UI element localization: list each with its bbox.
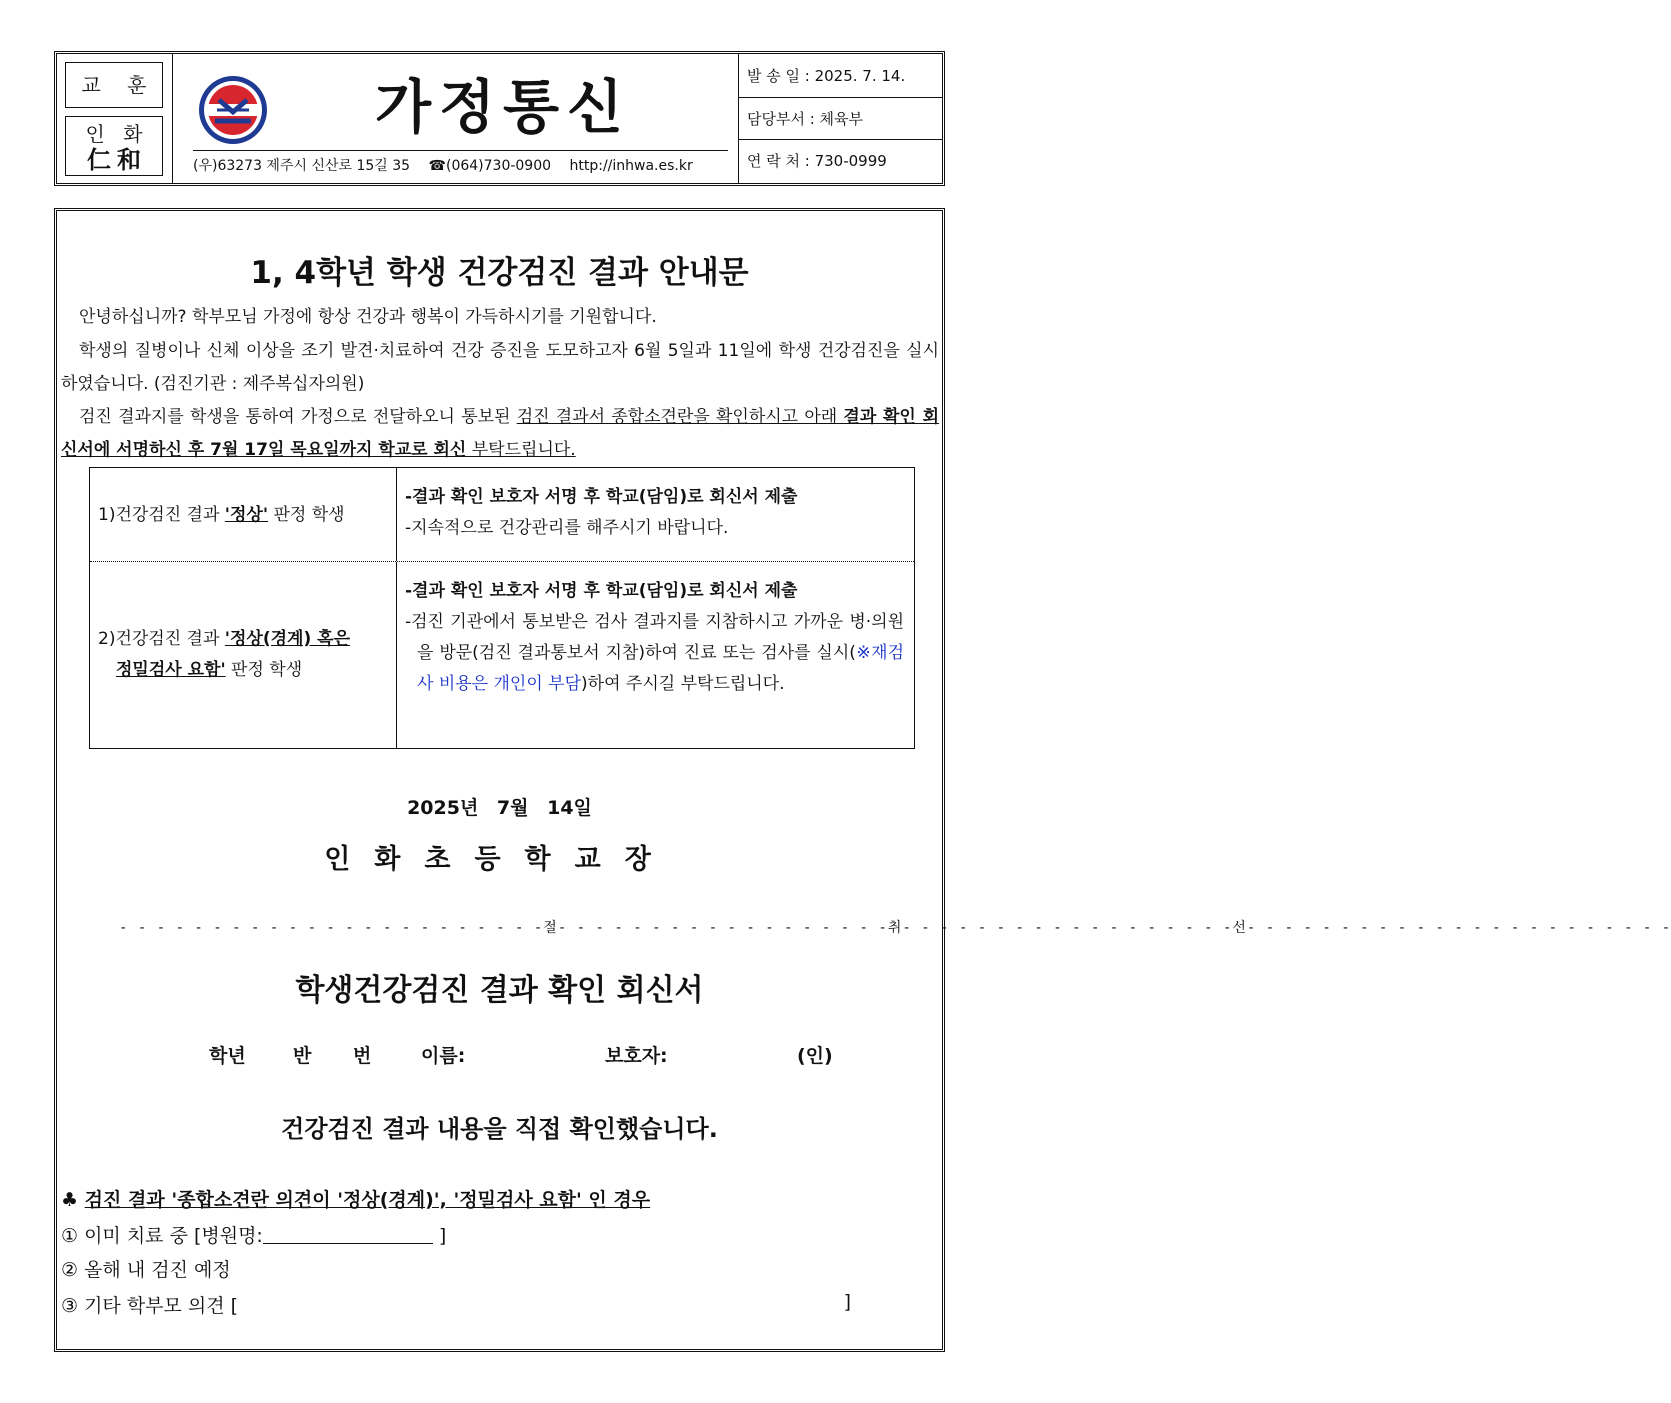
table-row-normal-label — [90, 468, 397, 561]
department: 담당부서 : 체육부 — [739, 98, 942, 140]
row2-label-d: 판정 학생 — [225, 660, 303, 680]
option3-label: ③ 기타 학부모 의견 [ — [61, 1295, 239, 1317]
hospital-name-field[interactable] — [263, 1225, 433, 1244]
checkup-paragraph: 학생의 질병이나 신체 이상을 조기 발견·치료하여 건강 증진을 도모하고자 6월 5일과 11일에 학생 건강검진을 실시하였습니다. (검진기관 : 제주복십자의원) — [61, 341, 939, 394]
contact-number: 연 락 처 : 730-0999 — [747, 152, 887, 170]
table-row-borderline-guidance — [397, 562, 914, 749]
row1-label-a: 1)건강검진 결과 — [98, 505, 225, 525]
cut-line — [119, 917, 1671, 937]
school-address-line — [193, 150, 728, 175]
header-info-column — [739, 54, 942, 183]
student-name-label: 이름: — [421, 1045, 466, 1067]
table-row-normal-guidance — [397, 468, 914, 561]
row1-guidance-1: -결과 확인 보호자 서명 후 학교(담임)로 회신서 제출 — [405, 487, 798, 507]
notice-date: 2025년 7월 14일 — [407, 797, 592, 819]
notice-body — [54, 208, 1671, 1352]
option-checkup-planned[interactable]: ② 올해 내 검진 예정 — [61, 1259, 231, 1281]
header-title-column — [173, 54, 739, 183]
option1-close: ] — [432, 1225, 447, 1247]
row2-label-c: 정밀검사 요함' — [116, 660, 226, 680]
send-date: 발 송 일 : 2025. 7. 14. — [739, 54, 942, 98]
row2-guidance-1: -결과 확인 보호자 서명 후 학교(담임)로 회신서 제출 — [405, 581, 798, 601]
cut-dash-left: - - - - - - - - - - - - - - - - - - - - - - - — [119, 920, 544, 936]
retest-cost-note: ※재검사 비용은 개인이 부담 — [417, 643, 904, 694]
newsletter-title: 가정통신 — [374, 73, 632, 141]
cut-dash-mid-2: - - - - - - - - - - - - - - - - - - — [902, 920, 1233, 936]
cut-dash-mid-1: - - - - - - - - - - - - - - - - - - — [557, 920, 888, 936]
number-label: 번 — [353, 1045, 372, 1067]
greeting-paragraph: 안녕하십니까? 학부모님 가정에 항상 건강과 행복이 가득하시기를 기원합니다. — [79, 307, 657, 327]
return-request-text-d: 부탁드립니다. — [466, 440, 576, 460]
row2-label-a: 2)건강검진 결과 — [98, 629, 225, 649]
row1-guidance-2: -지속적으로 건강관리를 해주시기 바랍니다. — [405, 518, 729, 538]
option-under-treatment[interactable] — [61, 1221, 446, 1248]
return-request-paragraph — [61, 401, 939, 467]
school-address: (우)63273 제주시 신산로 15길 35 — [193, 158, 411, 174]
newsletter-header — [54, 51, 945, 186]
row2-guidance-2a: -검진 기관에서 통보받은 검사 결과지를 지참하시고 가까운 병·의원을 방문(검진 결과통보서 지참)하여 진료 또는 검사를 실시( — [405, 612, 904, 663]
row2-guidance-2 — [405, 607, 904, 700]
cut-char-1: 절 — [543, 920, 558, 936]
condition-heading: 검진 결과 '종합소견란 의견이 '정상(경계)', '정밀검사 요함' 인 경우 — [84, 1189, 651, 1211]
grade-label: 학년 — [209, 1045, 246, 1067]
row2-label-b: '정상(경계) 혹은 — [224, 629, 350, 649]
notice-title: 1, 4학년 학생 건강검진 결과 안내문 — [250, 255, 749, 291]
option3-close: ] — [843, 1291, 851, 1313]
school-logo-icon — [197, 74, 269, 146]
seal-label: (인) — [797, 1045, 833, 1067]
school-motto-column — [57, 54, 173, 183]
club-icon: ♣ — [61, 1189, 79, 1211]
confirm-statement: 건강검진 결과 내용을 직접 확인했습니다. — [281, 1115, 718, 1143]
cut-char-3: 선 — [1232, 920, 1247, 936]
row1-label-c: 판정 학생 — [268, 505, 345, 525]
return-request-text-a: 검진 결과지를 학생을 통하여 가정으로 전달하오니 통보된 — [79, 407, 517, 427]
return-request-deadline: 결과 확인 회신서에 서명하신 후 7월 17일 목요일까지 학교로 회신 — [61, 407, 939, 460]
condition-heading-line — [61, 1185, 650, 1212]
school-website-link[interactable]: http://inhwa.es.kr — [569, 158, 693, 174]
motto-hangul: 인 화 — [85, 122, 149, 146]
school-phone: ☎(064)730-0900 — [428, 158, 552, 174]
judgement-table — [89, 467, 915, 749]
cut-dash-right: - - - - - - - - - - - - - - - - - - - - - - - — [1246, 920, 1671, 936]
row1-label-normal: '정상' — [224, 505, 269, 525]
option1-label: ① 이미 치료 중 [병원명: — [61, 1225, 263, 1247]
motto-hanja: 仁和 — [87, 145, 147, 174]
cut-char-2: 취 — [887, 920, 903, 936]
motto-box — [65, 116, 163, 176]
class-label: 반 — [293, 1045, 312, 1067]
guardian-label: 보호자: — [605, 1045, 668, 1067]
row2-guidance-2c: )하여 주시길 부탁드립니다. — [581, 674, 785, 694]
option-other-opinion[interactable] — [61, 1291, 851, 1318]
table-row-borderline-label — [90, 562, 397, 749]
return-request-text-b: 검진 결과서 종합소견란을 확인하시고 아래 — [516, 407, 844, 427]
principal-signature: 인화초등학교장 — [324, 844, 675, 875]
reply-form-title: 학생건강검진 결과 확인 회신서 — [295, 973, 704, 1008]
motto-label: 교 훈 — [65, 62, 163, 108]
